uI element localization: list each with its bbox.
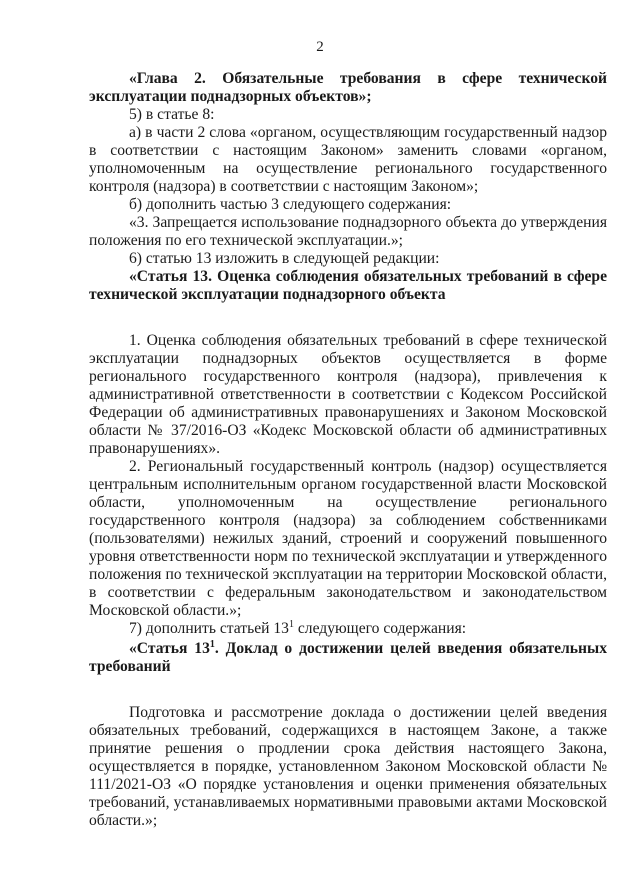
article-13-1-superscript: 1 xyxy=(209,638,215,650)
article-13-1-heading-before: «Статья 13 xyxy=(129,640,210,657)
subitem-b-paragraph: б) дополнить частью 3 следующего содержания: xyxy=(129,196,452,213)
item-6-paragraph: 6) статью 13 изложить в следующей редакции: xyxy=(129,250,440,267)
document-body xyxy=(89,70,607,830)
item-7-text-after: следующего содержания: xyxy=(293,620,467,637)
item-7-text-before: 7) дополнить статьей 13 xyxy=(129,620,289,637)
article-13-part-1: 1. Оценка соблюдения обязательных требований в сфере технической эксплуатации поднадзорных объектов осуществляется в форме регионального государственного контроля (надзора), привлечения к административной ответственности в соответствии с Кодексом Российской Федерации об административных правонарушениях и Законом Московской области № 37/2016-ОЗ «Кодекс Московской области об административных правонарушениях». xyxy=(89,332,607,457)
subitem-a-paragraph: а) в части 2 слова «органом, осуществляющим государственный надзор в соответствии с настоящим Законом» заменить словами «органом, уполномоченным на осуществление регионального государственного контроля (надзора) в соответствии с настоящим Законом»; xyxy=(89,124,607,195)
part-3-text: «3. Запрещается использование поднадзорного объекта до утверждения положения по его технической эксплуатации.»; xyxy=(89,214,607,249)
article-13-heading: «Статья 13. Оценка соблюдения обязательных требований в сфере технической эксплуатации поднадзорного объекта xyxy=(89,268,607,303)
article-13-part-2: 2. Региональный государственный контроль (надзор) осуществляется центральным исполнительным органом государственной власти Московской области, уполномоченным на осуществление регионального государственного контроля (надзора) за соблюдением собственниками (пользователями) нежилых зданий, строений и сооружений повышенного уровня ответственности норм по технической эксплуатации и утвержденного положения по технической эксплуатации на территории Московской области, в соответствии с федеральным законодательством и законодательством Московской области.»; xyxy=(89,458,607,619)
item-7-paragraph xyxy=(89,620,607,638)
page-number: 2 xyxy=(316,39,324,55)
article-13-1-heading xyxy=(89,640,607,676)
chapter-2-heading: «Глава 2. Обязательные требования в сфере технической эксплуатации поднадзорных объектов»; xyxy=(89,70,607,105)
item-7-superscript: 1 xyxy=(288,618,294,630)
article-13-1-heading-after: . Доклад о достижении целей введения обязательных требований xyxy=(89,640,607,675)
article-13-1-text: Подготовка и рассмотрение доклада о достижении целей введения обязательных требований, содержащихся в настоящем Законе, а также принятие решения о продлении срока действия настоящего Закона, осуществляется в порядке, установленном Законом Московской области № 111/2021-ОЗ «О порядке установления и оценки применения обязательных требований, устанавливаемых нормативными правовыми актами Московской области.»; xyxy=(89,704,607,829)
item-5-paragraph: 5) в статье 8: xyxy=(129,106,215,123)
